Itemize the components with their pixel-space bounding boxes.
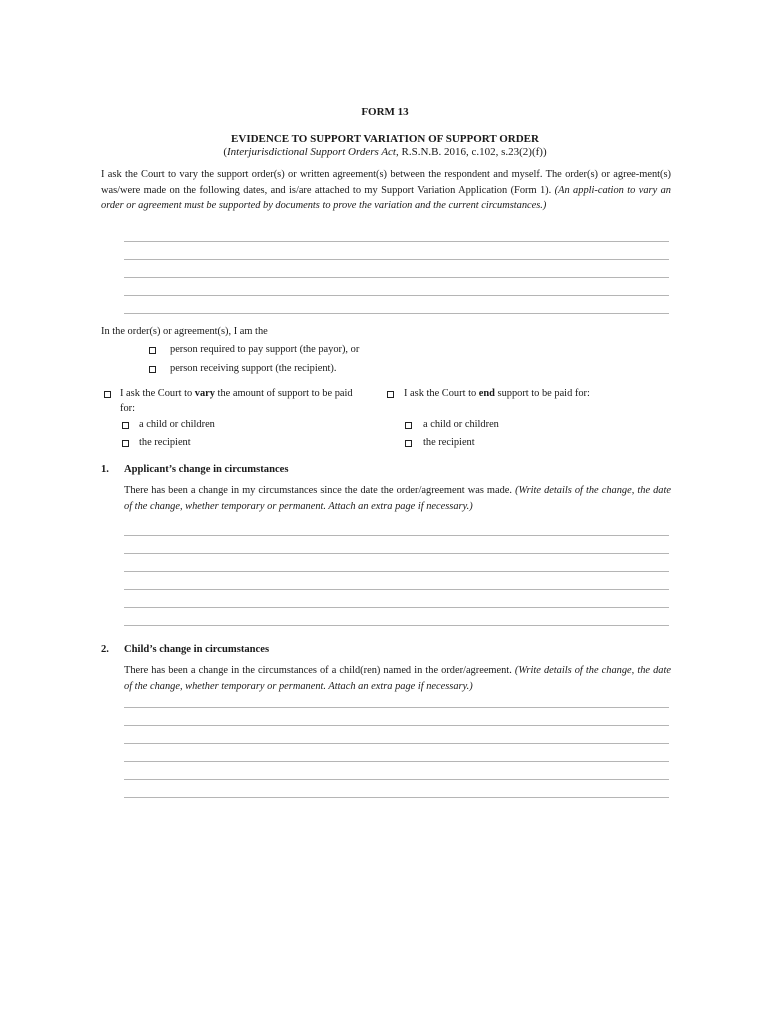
end-child-label: a child or children <box>423 419 499 430</box>
writing-line[interactable] <box>124 707 669 708</box>
recipient-option-label: person receiving support (the recipient). <box>170 363 337 374</box>
writing-line[interactable] <box>124 241 669 242</box>
section1-note: (Write details of the change, the date of the change, whether temporary or permanent. Attach an extra page if necessary.) <box>124 485 671 512</box>
section2-number: 2. <box>101 644 109 655</box>
writing-line[interactable] <box>124 259 669 260</box>
section1-number: 1. <box>101 464 109 475</box>
writing-line[interactable] <box>124 625 669 626</box>
writing-line[interactable] <box>124 313 669 314</box>
section2-heading: Child’s change in circumstances <box>124 644 270 655</box>
form-title: EVIDENCE TO SUPPORT VARIATION OF SUPPORT ORDER <box>231 133 539 145</box>
end-recipient-checkbox[interactable] <box>405 440 412 447</box>
vary-checkbox[interactable] <box>104 391 111 398</box>
writing-line[interactable] <box>124 277 669 278</box>
intro-note: (An appli-cation to vary an order or agreement must be supported by documents to prove the variation and the current circumstances.) <box>101 184 671 211</box>
writing-line[interactable] <box>124 761 669 762</box>
writing-line[interactable] <box>124 589 669 590</box>
section1-paragraph: There has been a change in my circumstances since the date the order/agreement was made. (Write details of the change, the date of the change, whether temporary or permanent. Attach an extra page if necessary.) <box>124 485 671 512</box>
end-request-label: I ask the Court to end support to be paid for: <box>404 388 590 399</box>
writing-line[interactable] <box>124 779 669 780</box>
end-recipient-label: the recipient <box>423 437 475 448</box>
writing-line[interactable] <box>124 797 669 798</box>
vary-child-label: a child or children <box>139 419 215 430</box>
intro-paragraph: I ask the Court to vary the support order(s) or written agreement(s) between the respondent and myself. The order(s) or agree-ment(s) was/were made on the following dates, and is/are attached to my Support Variation Application (Form 1). (An appli-cation to vary an order or agreement must be supported by documents to prove the variation and the current circumstances.) <box>101 169 671 211</box>
section2-note: (Write details of the change, the date of the change, whether temporary or permanent. Attach an extra page if necessary.) <box>124 665 671 692</box>
section1-heading: Applicant’s change in circumstances <box>124 464 289 475</box>
writing-line[interactable] <box>124 295 669 296</box>
vary-recipient-checkbox[interactable] <box>122 440 129 447</box>
statute-citation: (Interjurisdictional Support Orders Act, R.S.N.B. 2016, c.102, s.23(2)(f)) <box>223 146 547 158</box>
statute-act-name: Interjurisdictional Support Orders Act <box>227 146 396 158</box>
vary-child-checkbox[interactable] <box>122 422 129 429</box>
end-checkbox[interactable] <box>387 391 394 398</box>
section2-paragraph: There has been a change in the circumstances of a child(ren) named in the order/agreement. (Write details of the change, the date of the change, whether temporary or permanent. Attach an extra page if necessary.) <box>124 665 671 692</box>
writing-line[interactable] <box>124 743 669 744</box>
payor-checkbox[interactable] <box>149 347 156 354</box>
vary-request-label: I ask the Court to vary the amount of support to be paid <box>120 388 353 399</box>
writing-line[interactable] <box>124 553 669 554</box>
recipient-role-checkbox[interactable] <box>149 366 156 373</box>
vary-recipient-label: the recipient <box>139 437 191 448</box>
role-label: In the order(s) or agreement(s), I am the <box>101 326 268 337</box>
writing-line[interactable] <box>124 725 669 726</box>
payor-option-label: person required to pay support (the payor), or <box>170 344 360 355</box>
end-child-checkbox[interactable] <box>405 422 412 429</box>
writing-line[interactable] <box>124 535 669 536</box>
writing-line[interactable] <box>124 607 669 608</box>
vary-request-continued: for: <box>120 403 136 414</box>
writing-line[interactable] <box>124 571 669 572</box>
form-number: FORM 13 <box>361 106 409 118</box>
